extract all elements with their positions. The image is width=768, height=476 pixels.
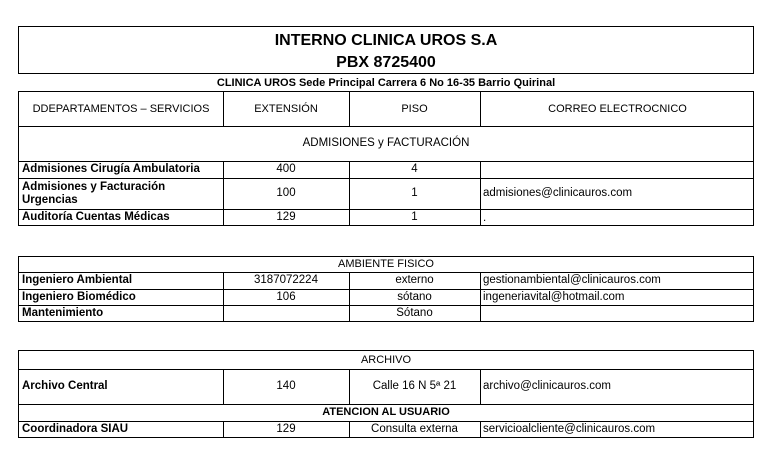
table-row-floor: 1 — [411, 187, 418, 199]
table-row-dept: Admisiones y Facturación Urgencias — [22, 180, 166, 206]
table-row-email: . — [483, 212, 487, 224]
column-header-extension: EXTENSIÓN — [254, 102, 318, 115]
table-row-ext: 106 — [276, 290, 296, 303]
table-row-email: gestionambiental@clinicauros.com — [483, 273, 661, 286]
table-row-dept: Mantenimiento — [22, 306, 104, 319]
table-row-ext — [223, 305, 349, 321]
column-header-departamentos: DDEPARTAMENTOS – SERVICIOS — [32, 102, 210, 115]
table-row-email: archivo@clinicauros.com — [483, 380, 611, 392]
section-title-atencion: ATENCION AL USUARIO — [322, 406, 450, 418]
table-row-email: servicioalcliente@clinicauros.com — [483, 422, 656, 435]
column-header-correo: CORREO ELECTROCNICO — [548, 102, 687, 115]
table-row-ext: 140 — [276, 380, 296, 392]
table-row-floor: Calle 16 N 5ª 21 — [372, 380, 457, 392]
table-row-dept: Auditoría Cuentas Médicas — [22, 210, 170, 223]
table-row-ext: 400 — [276, 162, 296, 175]
address-line: CLINICA UROS Sede Principal Carrera 6 No 16-35 Barrio Quirinal — [216, 76, 556, 89]
table-row-floor: 1 — [411, 210, 418, 223]
section-title-ambiente: AMBIENTE FISICO — [338, 258, 434, 270]
table-row-dept: Coordinadora SIAU — [22, 422, 129, 435]
table-row-floor: Consulta externa — [371, 422, 458, 435]
column-header-piso: PISO — [401, 102, 428, 115]
table-row-email — [480, 161, 755, 177]
section-title-archivo: ARCHIVO — [360, 353, 412, 366]
table-row-floor: sótano — [397, 290, 432, 303]
table-row-ext: 3187072224 — [254, 273, 318, 286]
pbx-number: PBX 8725400 — [336, 53, 436, 71]
page-title: INTERNO CLINICA UROS S.A — [274, 31, 498, 49]
header-box — [18, 26, 754, 74]
table-row-ext: 129 — [276, 210, 296, 223]
table-row-floor: externo — [395, 273, 434, 286]
table-row-email — [480, 305, 755, 321]
table-row-ext: 100 — [276, 187, 296, 199]
admisiones-table — [18, 91, 754, 226]
table-row-dept: Admisiones Cirugía Ambulatoria — [22, 162, 200, 175]
table-row-dept: Ingeniero Ambiental — [22, 273, 133, 286]
table-row-floor: 4 — [411, 162, 418, 175]
section-title-admisiones: ADMISIONES y FACTURACIÓN — [302, 136, 470, 149]
table-row-ext: 129 — [276, 422, 296, 435]
archivo-table — [18, 350, 754, 438]
ambiente-table — [18, 256, 754, 322]
table-row-dept: Archivo Central — [22, 380, 108, 392]
table-row-email: admisiones@clinicauros.com — [483, 187, 633, 199]
table-row-email: ingeneriavital@hotmail.com — [483, 290, 625, 303]
table-row-dept: Ingeniero Biomédico — [22, 290, 136, 303]
table-row-floor: Sótano — [396, 306, 433, 319]
